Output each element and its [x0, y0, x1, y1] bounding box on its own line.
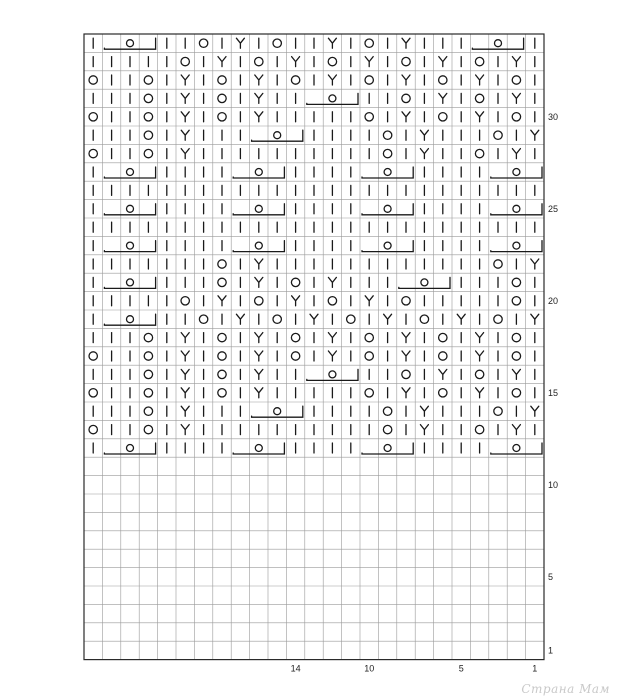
yarn-over [255, 297, 263, 305]
yarn-over [420, 315, 428, 323]
yarn-over [347, 315, 355, 323]
yarn-over [89, 113, 97, 121]
yarn-over [365, 76, 373, 84]
decrease [384, 314, 392, 324]
cable-center [329, 371, 336, 378]
decrease [181, 130, 189, 140]
decrease [236, 38, 244, 48]
decrease [310, 314, 318, 324]
decrease [420, 149, 428, 159]
yarn-over [218, 278, 226, 286]
cable-center [127, 169, 134, 176]
watermark: Страна Мам [521, 682, 610, 696]
yarn-over [273, 315, 281, 323]
cable-center [513, 242, 520, 249]
column-number-label: 10 [364, 663, 375, 674]
yarn-over [273, 39, 281, 47]
yarn-over [89, 389, 97, 397]
yarn-over [291, 352, 299, 360]
yarn-over [475, 425, 483, 433]
yarn-over [144, 94, 152, 102]
cable-center [127, 445, 134, 452]
yarn-over [144, 76, 152, 84]
column-number-label: 5 [458, 663, 464, 674]
decrease [476, 388, 484, 398]
yarn-over [512, 352, 520, 360]
yarn-over [328, 297, 336, 305]
row-number-label: 5 [548, 571, 554, 582]
decrease [218, 296, 226, 306]
yarn-over [218, 352, 226, 360]
decrease [439, 57, 447, 67]
yarn-over [512, 389, 520, 397]
decrease [512, 93, 520, 103]
yarn-over [402, 297, 410, 305]
decrease [328, 351, 336, 361]
yarn-over [439, 333, 447, 341]
yarn-over [512, 333, 520, 341]
decrease [328, 75, 336, 85]
decrease [181, 93, 189, 103]
row-number-label: 15 [548, 387, 559, 398]
cable-center [255, 445, 262, 452]
decrease [255, 351, 263, 361]
yarn-over [89, 76, 97, 84]
decrease [181, 75, 189, 85]
yarn-over [512, 76, 520, 84]
cable-center [384, 242, 391, 249]
yarn-over [365, 113, 373, 121]
decrease [476, 333, 484, 343]
decrease [402, 388, 410, 398]
yarn-over [494, 407, 502, 415]
yarn-over [475, 149, 483, 157]
yarn-over [218, 76, 226, 84]
decrease [255, 75, 263, 85]
yarn-over [402, 94, 410, 102]
decrease [476, 75, 484, 85]
cable-center [495, 40, 502, 47]
yarn-over [402, 370, 410, 378]
yarn-over [475, 57, 483, 65]
yarn-over [383, 425, 391, 433]
yarn-over [144, 370, 152, 378]
yarn-over [89, 149, 97, 157]
decrease [476, 351, 484, 361]
cable-center [127, 40, 134, 47]
yarn-over [512, 278, 520, 286]
yarn-over [89, 352, 97, 360]
yarn-over [402, 57, 410, 65]
decrease [181, 149, 189, 159]
cable-center [513, 205, 520, 212]
decrease [255, 112, 263, 122]
cable-center [255, 169, 262, 176]
decrease [402, 333, 410, 343]
decrease [420, 406, 428, 416]
yarn-over [218, 389, 226, 397]
yarn-over [144, 131, 152, 139]
row-number-label: 1 [548, 645, 554, 656]
cable-center [127, 205, 134, 212]
yarn-over [291, 333, 299, 341]
row-number-label: 10 [548, 479, 559, 490]
decrease [218, 57, 226, 67]
decrease [402, 38, 410, 48]
cable-center [127, 316, 134, 323]
yarn-over [218, 94, 226, 102]
yarn-over [383, 407, 391, 415]
yarn-over [218, 260, 226, 268]
decrease [255, 388, 263, 398]
decrease [255, 333, 263, 343]
decrease [292, 296, 300, 306]
cable-center [329, 95, 336, 102]
yarn-over [144, 113, 152, 121]
yarn-over [494, 260, 502, 268]
decrease [531, 259, 539, 269]
yarn-over [218, 113, 226, 121]
yarn-over [199, 39, 207, 47]
cable-center [274, 132, 281, 139]
cable-center [384, 445, 391, 452]
decrease [181, 369, 189, 379]
yarn-over [383, 149, 391, 157]
decrease [365, 57, 373, 67]
yarn-over [255, 57, 263, 65]
yarn-over [365, 352, 373, 360]
row-number-label: 25 [548, 203, 559, 214]
decrease [531, 130, 539, 140]
cable-center [274, 408, 281, 415]
yarn-over [494, 315, 502, 323]
decrease [181, 425, 189, 435]
cable-center [384, 169, 391, 176]
decrease [328, 277, 336, 287]
yarn-over [365, 333, 373, 341]
cable-center [127, 279, 134, 286]
cable-center [127, 242, 134, 249]
yarn-over [144, 149, 152, 157]
decrease [476, 112, 484, 122]
decrease [512, 149, 520, 159]
yarn-over [365, 39, 373, 47]
cable-center [421, 279, 428, 286]
cable-center [513, 445, 520, 452]
row-number-label: 20 [548, 295, 559, 306]
decrease [328, 333, 336, 343]
yarn-over [144, 407, 152, 415]
decrease [512, 57, 520, 67]
decrease [402, 351, 410, 361]
decrease [236, 314, 244, 324]
yarn-over [218, 333, 226, 341]
decrease [255, 259, 263, 269]
decrease [255, 369, 263, 379]
cable-center [255, 205, 262, 212]
yarn-over [439, 389, 447, 397]
decrease [531, 406, 539, 416]
decrease [512, 425, 520, 435]
yarn-over [475, 370, 483, 378]
column-number-label: 14 [290, 663, 301, 674]
cable-center [255, 242, 262, 249]
yarn-over [291, 278, 299, 286]
decrease [181, 406, 189, 416]
decrease [181, 112, 189, 122]
yarn-over [494, 131, 502, 139]
yarn-over [328, 57, 336, 65]
yarn-over [365, 389, 373, 397]
yarn-over [512, 113, 520, 121]
yarn-over [383, 131, 391, 139]
decrease [512, 369, 520, 379]
decrease [181, 351, 189, 361]
column-number-label: 1 [532, 663, 538, 674]
cable-center [384, 205, 391, 212]
decrease [420, 130, 428, 140]
yarn-over [512, 297, 520, 305]
decrease [255, 93, 263, 103]
decrease [402, 75, 410, 85]
yarn-over [439, 113, 447, 121]
decrease [328, 38, 336, 48]
decrease [181, 388, 189, 398]
yarn-over [291, 76, 299, 84]
decrease [531, 314, 539, 324]
decrease [439, 93, 447, 103]
decrease [365, 296, 373, 306]
row-number-label: 30 [548, 111, 559, 122]
yarn-over [144, 352, 152, 360]
yarn-over [144, 425, 152, 433]
yarn-over [144, 333, 152, 341]
yarn-over [218, 370, 226, 378]
cable-center [513, 169, 520, 176]
yarn-over [199, 315, 207, 323]
decrease [420, 425, 428, 435]
decrease [255, 277, 263, 287]
yarn-over [181, 57, 189, 65]
decrease [457, 314, 465, 324]
yarn-over [475, 94, 483, 102]
yarn-over [144, 389, 152, 397]
yarn-over [439, 352, 447, 360]
decrease [292, 57, 300, 67]
decrease [181, 333, 189, 343]
decrease [402, 112, 410, 122]
yarn-over [89, 425, 97, 433]
yarn-over [439, 76, 447, 84]
decrease [439, 369, 447, 379]
yarn-over [181, 297, 189, 305]
